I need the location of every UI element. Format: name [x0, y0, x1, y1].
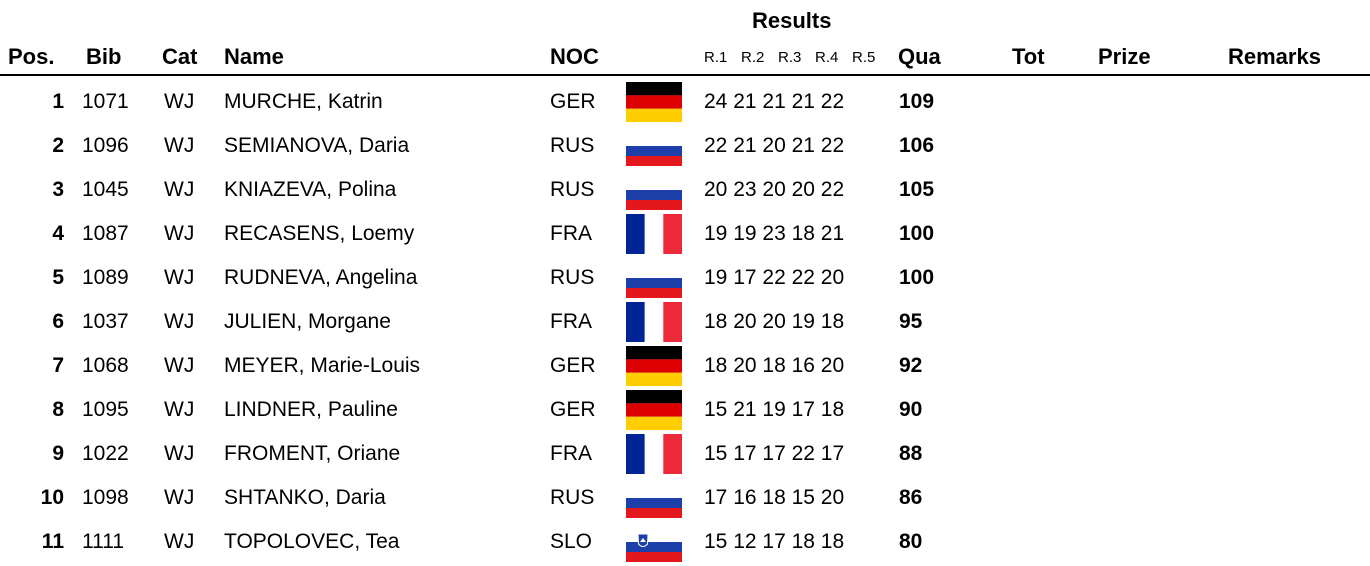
- bib-cell: 1037: [82, 310, 129, 333]
- qua-score-cell: 88: [899, 442, 923, 465]
- name-cell: MURCHE, Katrin: [224, 90, 383, 113]
- pos-cell: 8: [52, 398, 64, 421]
- round-scores-cell: 24 21 21 21 22: [704, 90, 845, 113]
- qua-score-cell: 105: [899, 178, 935, 201]
- noc-cell: RUS: [550, 134, 595, 157]
- qua-score-cell: 80: [899, 530, 923, 553]
- russia-flag-icon: [626, 168, 682, 212]
- results-header: Results: [752, 8, 832, 33]
- table-row: [0, 168, 1370, 212]
- qua-score-cell: 90: [899, 398, 923, 421]
- bib-cell: 1098: [82, 486, 129, 509]
- bib-cell: 1089: [82, 266, 129, 289]
- table-row: [0, 520, 1370, 564]
- bib-cell: 1095: [82, 398, 129, 421]
- bib-cell: 1087: [82, 222, 129, 245]
- round-scores-cell: 18 20 20 19 18: [704, 310, 845, 333]
- noc-cell: RUS: [550, 266, 595, 289]
- france-flag-icon: [626, 300, 682, 344]
- round-scores-cell: 17 16 18 15 20: [704, 486, 845, 509]
- table-row: [0, 300, 1370, 344]
- pos-cell: 6: [52, 310, 64, 333]
- pos-cell: 4: [52, 222, 64, 245]
- cat-cell: WJ: [164, 398, 195, 421]
- col-header-r2: R.2: [741, 49, 765, 66]
- cat-cell: WJ: [164, 310, 195, 333]
- name-cell: JULIEN, Morgane: [224, 310, 391, 333]
- round-scores-cell: 22 21 20 21 22: [704, 134, 845, 157]
- table-row: [0, 80, 1370, 124]
- pos-cell: 11: [41, 530, 64, 553]
- cat-cell: WJ: [164, 354, 195, 377]
- pos-cell: 1: [52, 90, 64, 113]
- bib-cell: 1111: [82, 530, 125, 553]
- round-scores-cell: 15 17 17 22 17: [704, 442, 845, 465]
- germany-flag-icon: [626, 388, 682, 432]
- table-row: [0, 476, 1370, 520]
- france-flag-icon: [626, 212, 682, 256]
- pos-cell: 2: [52, 134, 64, 157]
- round-scores-cell: 19 19 23 18 21: [704, 222, 845, 245]
- noc-cell: GER: [550, 90, 596, 113]
- col-header-qua: Qua: [898, 44, 941, 69]
- round-scores-cell: 18 20 18 16 20: [704, 354, 845, 377]
- noc-cell: SLO: [550, 530, 593, 553]
- name-cell: TOPOLOVEC, Tea: [224, 530, 400, 553]
- noc-cell: GER: [550, 354, 596, 377]
- noc-cell: FRA: [550, 442, 592, 465]
- table-row: [0, 388, 1370, 432]
- table-row: [0, 256, 1370, 300]
- col-header-cat: Cat: [162, 44, 198, 69]
- round-scores-cell: 15 12 17 18 18: [704, 530, 845, 553]
- col-header-prize: Prize: [1098, 44, 1151, 69]
- pos-cell: 5: [52, 266, 64, 289]
- col-header-tot: Tot: [1012, 44, 1045, 69]
- col-header-name: Name: [224, 44, 284, 69]
- qua-score-cell: 106: [899, 134, 935, 157]
- france-flag-icon: [626, 432, 682, 476]
- bib-cell: 1096: [82, 134, 129, 157]
- table-row: [0, 344, 1370, 388]
- round-scores-cell: 15 21 19 17 18: [704, 398, 845, 421]
- name-cell: RECASENS, Loemy: [224, 222, 415, 245]
- pos-cell: 3: [52, 178, 64, 201]
- name-cell: FROMENT, Oriane: [224, 442, 401, 465]
- col-header-bib: Bib: [86, 44, 122, 69]
- qua-score-cell: 109: [899, 90, 935, 113]
- col-header-r4: R.4: [815, 49, 839, 66]
- round-scores-cell: 20 23 20 20 22: [704, 178, 845, 201]
- qua-score-cell: 86: [899, 486, 923, 509]
- pos-cell: 9: [52, 442, 64, 465]
- cat-cell: WJ: [164, 134, 195, 157]
- bib-cell: 1022: [82, 442, 129, 465]
- col-header-r3: R.3: [778, 49, 802, 66]
- qua-score-cell: 100: [899, 266, 935, 289]
- name-cell: SEMIANOVA, Daria: [224, 134, 410, 157]
- col-header-r1: R.1: [704, 49, 728, 66]
- noc-cell: RUS: [550, 178, 595, 201]
- qua-score-cell: 95: [899, 310, 923, 333]
- slovenia-flag-icon: [626, 520, 682, 564]
- name-cell: KNIAZEVA, Polina: [224, 178, 397, 201]
- table-row: [0, 212, 1370, 256]
- table-row: [0, 432, 1370, 476]
- bib-cell: 1071: [82, 90, 129, 113]
- cat-cell: WJ: [164, 222, 195, 245]
- noc-cell: FRA: [550, 310, 592, 333]
- russia-flag-icon: [626, 476, 682, 520]
- cat-cell: WJ: [164, 486, 195, 509]
- germany-flag-icon: [626, 344, 682, 388]
- col-header-noc: NOC: [550, 44, 599, 69]
- russia-flag-icon: [626, 124, 682, 168]
- noc-cell: FRA: [550, 222, 592, 245]
- cat-cell: WJ: [164, 178, 195, 201]
- cat-cell: WJ: [164, 90, 195, 113]
- pos-cell: 10: [40, 486, 64, 509]
- name-cell: MEYER, Marie-Louis: [224, 354, 421, 377]
- qua-score-cell: 100: [899, 222, 935, 245]
- noc-cell: GER: [550, 398, 596, 421]
- name-cell: SHTANKO, Daria: [224, 486, 386, 509]
- germany-flag-icon: [626, 80, 682, 124]
- col-header-remarks: Remarks: [1228, 44, 1321, 69]
- name-cell: RUDNEVA, Angelina: [224, 266, 418, 289]
- table-row: [0, 124, 1370, 168]
- col-header-r5: R.5: [852, 49, 876, 66]
- bib-cell: 1068: [82, 354, 129, 377]
- pos-cell: 7: [52, 354, 64, 377]
- col-header-pos: Pos.: [8, 44, 55, 69]
- name-cell: LINDNER, Pauline: [224, 398, 398, 421]
- bib-cell: 1045: [82, 178, 129, 201]
- cat-cell: WJ: [164, 442, 195, 465]
- header-divider: [0, 74, 1370, 76]
- cat-cell: WJ: [164, 530, 195, 553]
- noc-cell: RUS: [550, 486, 595, 509]
- russia-flag-icon: [626, 256, 682, 300]
- round-scores-cell: 19 17 22 22 20: [704, 266, 845, 289]
- cat-cell: WJ: [164, 266, 195, 289]
- qua-score-cell: 92: [899, 354, 923, 377]
